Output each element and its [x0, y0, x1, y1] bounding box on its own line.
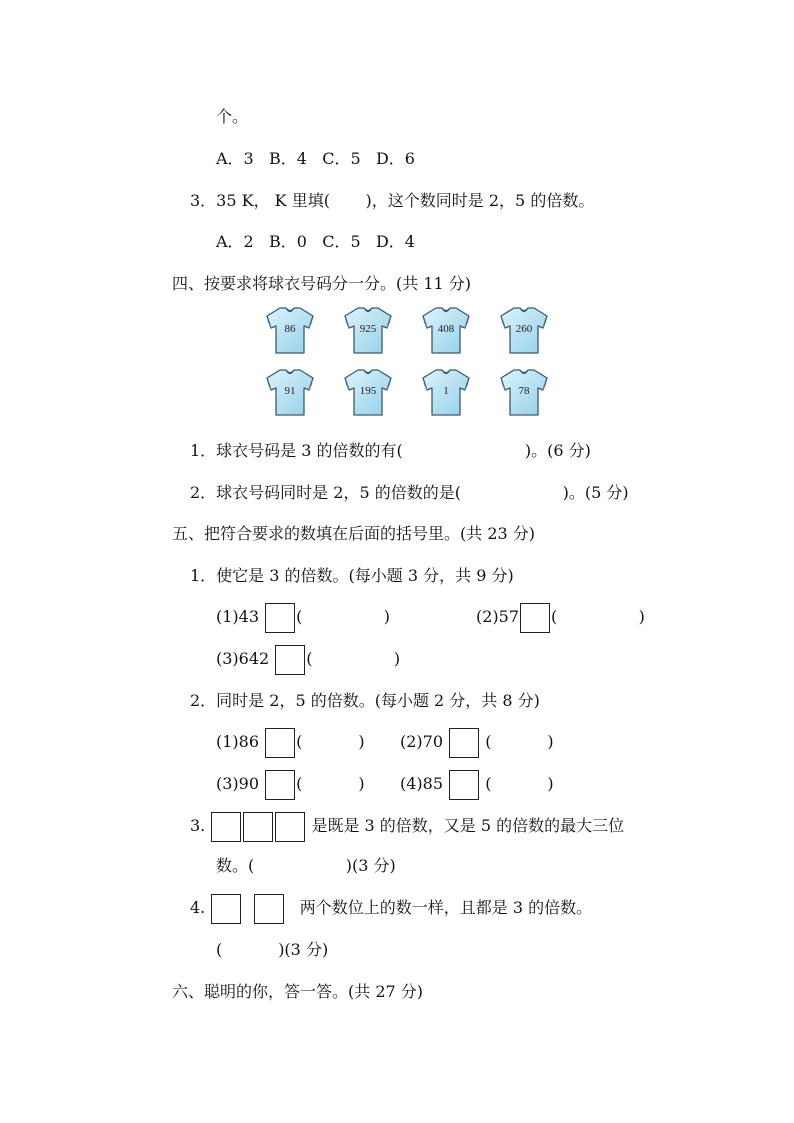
paren: ( ): [296, 607, 390, 626]
s5q1-item1: (1)43 ( ): [216, 602, 390, 633]
option-a: A．3: [216, 149, 254, 168]
q3-text: 3．35 K， K 里填( )，这个数同时是 2，5 的倍数。: [190, 191, 595, 210]
jersey-number: 86: [284, 323, 296, 335]
jersey-number: 78: [518, 385, 530, 397]
s5q1-item2: (2)57 ( ): [476, 602, 645, 633]
jersey-78: [498, 366, 550, 418]
jersey-86: [264, 304, 316, 356]
answer-box[interactable]: [265, 603, 295, 633]
section5-q2-title: 2．同时是 2，5 的倍数。(每小题 2 分，共 8 分): [190, 691, 540, 710]
paren: ( ): [485, 732, 554, 751]
s5q4: 4. 两个数位上的数一样，且都是 3 的倍数。: [190, 893, 592, 924]
s5q1-item3: (3)642 ( ): [216, 644, 400, 675]
paren: ( ): [296, 732, 365, 751]
answer-box[interactable]: [449, 770, 479, 800]
section6-title: 六、聪明的你，答一答。(共 27 分): [172, 982, 424, 1001]
paren: ( ): [485, 774, 554, 793]
s5q3: 3. 是既是 3 的倍数，又是 5 的倍数的最大三位: [190, 811, 624, 842]
jersey-number: 195: [359, 385, 377, 397]
s5q2-item3: (3)90 ( ): [216, 769, 365, 800]
answer-box[interactable]: [520, 603, 550, 633]
jersey-1: [420, 366, 472, 418]
jersey-925: [342, 304, 394, 356]
answer-box[interactable]: [275, 645, 305, 675]
option-b: B．4: [269, 149, 307, 168]
s5q2-item1: (1)86 ( ): [216, 727, 365, 758]
jersey-number: 408: [437, 323, 455, 335]
section5-q1-title: 1．使它是 3 的倍数。(每小题 3 分，共 9 分): [190, 566, 514, 585]
digit-box-1[interactable]: [211, 812, 241, 842]
s5q3-cont: 数。( )(3 分): [216, 856, 396, 875]
digit-box-2[interactable]: [243, 812, 273, 842]
section5-title: 五、把符合要求的数填在后面的括号里。(共 23 分): [172, 524, 536, 543]
jersey-260: [498, 304, 550, 356]
jersey-number: 1: [443, 385, 449, 397]
jersey-number: 925: [359, 323, 377, 335]
paren: ( ): [551, 607, 645, 626]
jersey-number: 260: [515, 323, 533, 335]
section4-q2: 2．球衣号码同时是 2，5 的倍数的是( )。(5 分): [190, 483, 629, 502]
digit-box-1[interactable]: [211, 894, 241, 924]
q3-options: [216, 231, 415, 253]
option-d: D．6: [375, 149, 415, 168]
paren: ( ): [306, 649, 401, 668]
jersey-number: 91: [284, 385, 296, 397]
option-a: A．2: [216, 232, 254, 251]
s5q2-item2: (2)70 ( ): [400, 727, 554, 758]
jersey-195: [342, 366, 394, 418]
q2-continuation: 个。: [216, 107, 249, 126]
s5q4-cont: ( )(3 分): [216, 940, 329, 959]
paren: ( ): [296, 774, 365, 793]
section4-q1: 1．球衣号码是 3 的倍数的有( )。(6 分): [190, 441, 591, 460]
digit-box-3[interactable]: [275, 812, 305, 842]
option-d: D．4: [375, 232, 415, 251]
option-c: C．5: [322, 149, 361, 168]
option-b: B．0: [269, 232, 307, 251]
q2-options: [216, 148, 415, 170]
jersey-408: [420, 304, 472, 356]
section4-title: 四、按要求将球衣号码分一分。(共 11 分): [172, 274, 472, 293]
digit-box-2[interactable]: [254, 894, 284, 924]
option-c: C．5: [322, 232, 361, 251]
answer-box[interactable]: [449, 728, 479, 758]
answer-box[interactable]: [265, 728, 295, 758]
answer-box[interactable]: [265, 770, 295, 800]
jersey-91: [264, 366, 316, 418]
s5q2-item4: (4)85 ( ): [400, 769, 554, 800]
